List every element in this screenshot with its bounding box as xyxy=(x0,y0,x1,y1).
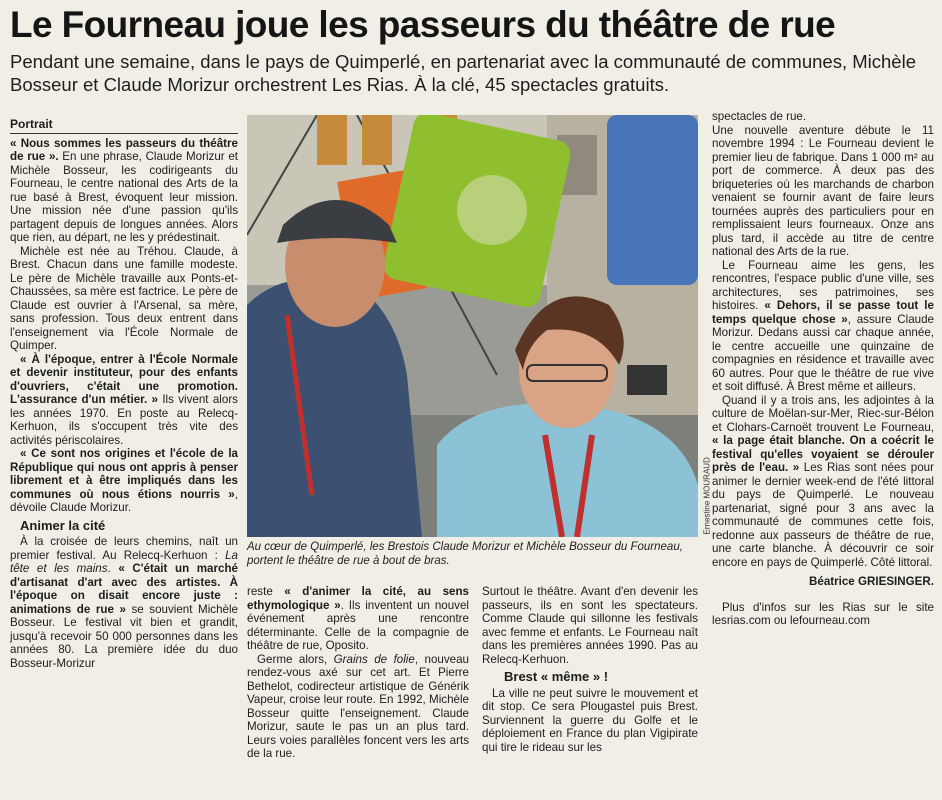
paragraph xyxy=(10,353,238,448)
quote: « À l'époque, entrer à l'École Normale et devenir instituteur, pour des enfants d'ouvriers, c'était une promotion. L'assurance d'un métier. » xyxy=(10,352,238,406)
text: Germe alors, xyxy=(257,652,334,666)
credit-text: Ernestine MOURAUD xyxy=(702,457,712,535)
text: Le Fourneau aime les gens, les rencontres, l'espace public d'une ville, ses architectures, ses patrimoines, ses histoires. xyxy=(712,258,934,312)
text: , nouveau rendez-vous axé sur cet art. Et Pierre Bethelot, codirecteur artistique de Générik Vapeur, croise leur route. En 1992, Michèle Bosseur quitte l'enseignement. Claude Morizur, saute le pas un an plus tard. Leurs voies parallèles foncent vers les arts de la rue. xyxy=(247,652,469,760)
quote: « la page était blanche. On a coécrit le festival qu'elles voyaient se dérouler près de l'eau. » xyxy=(712,434,934,474)
byline: Béatrice GRIESINGER. xyxy=(809,575,934,588)
paragraph: Surtout le théâtre. Avant d'en devenir les passeurs, ils en sont les spectateurs. Comme Claude qui sillonne les festivals avec femme et enfants. Le Fourneau naît dans les premières années 1990. Pas au Relecq-Kerhuon. xyxy=(482,585,698,666)
article-photo xyxy=(247,115,698,537)
paragraph xyxy=(247,653,469,761)
subhead: Brest « même » ! xyxy=(504,669,609,684)
quote: « Ce sont nos origines et l'école de la République qui nous ont appris à penser librement et à être impliqués dans les communes où nous étions nourris » xyxy=(10,447,238,501)
photo-caption: Au cœur de Quimperlé, les Brestois Claude Morizur et Michèle Bosseur du Fourneau, portent le théâtre de rue à bout de bras. xyxy=(247,541,683,567)
paragraph: Michèle est née au Tréhou. Claude, à Brest. Chacun dans une famille modeste. Le père de Michèle travaille aux Ponts-et-Chaussées, sa mère est factrice. Le père de Claude est ouvrier à l'Arsenal, sa mère, sans profession. Tous deux entrent dans l'enseignement via l'École Normale de Quimper. xyxy=(10,244,238,352)
paragraph xyxy=(10,447,238,515)
text: , dévoile Claude Morizur. xyxy=(10,487,238,514)
info-line: Plus d'infos sur les Rias sur le site lesrias.com ou lefourneau.com xyxy=(712,600,934,627)
text: reste xyxy=(247,585,285,598)
text: , assure Claude Morizur. Dedans aussi car chaque année, le centre accueille une quinzaine de compagnies en résidence et travaille avec 60 autres. Pour que le théâtre de rue vive et soit diffusé. À Brest même et ailleurs. xyxy=(712,312,934,393)
quote: « C'était un marché d'artisanat d'art avec des artistes. À l'époque on disait encore juste : animations de rue » xyxy=(10,562,238,616)
text: se souvient Michèle Bosseur. Le festival vit bien et grandit, jusqu'à recevoir 50 000 personnes dans les années 80. La première idée du duo Bosseur-Morizur xyxy=(10,602,238,670)
paragraph xyxy=(247,585,469,653)
paragraph: La ville ne peut suivre le mouvement et dit stop. Ce sera Plougastel puis Brest. Surviennent la guerre du Golfe et le déploiement en France du plan Vigipirate qui tire le rideau sur les xyxy=(482,686,698,754)
title-italic: La tête et les mains xyxy=(10,548,238,575)
paragraph xyxy=(10,535,238,670)
text: En une phrase, Claude Morizur et Michèle Bosseur, les codirigeants du Fourneau, le centre national des Arts de la rue basé à Brest, évoquent leur mission. Une mission née d'une passion qu'ils partagent depuis de longues années. Alors que rien, au départ, ne les y prédestinait. xyxy=(10,150,238,244)
quote: « Dehors, il se passe tout le temps quelque chose » xyxy=(712,299,934,326)
rubric-label: Portrait xyxy=(10,118,238,134)
text: Ils vivent alors les années 1970. En poste au Relecq-Kerhuon, ils s'occupent très vite des activités périscolaires. xyxy=(10,393,238,447)
paragraph xyxy=(712,259,934,394)
text: . Ils inventent un nouvel événement après une rencontre déterminante. Celle de la compagnie de théâtre de rue, Oposito. xyxy=(247,598,469,652)
photo-credit xyxy=(702,410,712,540)
text: . xyxy=(107,562,119,575)
column-2 xyxy=(247,585,469,761)
title-italic: Grains de folie xyxy=(333,652,415,666)
paragraph: spectacles de rue. xyxy=(712,110,807,123)
column-4 xyxy=(712,110,934,628)
paragraph xyxy=(10,137,238,245)
text: Les Rias sont nées pour animer le dernier week-end de l'été littoral du pays de Quimperlé. Le nouveau partenariat, signé pour 3 ans avec la communauté de communes cette fois, redonne aux passeurs de théâtre de rue, une carte blanche. À découvrir ce soir encore en pays de Quimperlé. Côté littoral. xyxy=(712,461,934,569)
column-1 xyxy=(10,118,238,670)
column-3 xyxy=(482,585,698,754)
quote: « Nous sommes les passeurs du théâtre de rue ». xyxy=(10,136,238,163)
subhead: Animer la cité xyxy=(20,517,106,533)
paragraph xyxy=(712,394,934,570)
text: Quand il y a trois ans, les adjointes à la culture de Moëlan-sur-Mer, Riec-sur-Bélon et Clohars-Carnoët trouvent Le Fourneau, xyxy=(712,393,934,434)
headline: Le Fourneau joue les passeurs du théâtre de rue xyxy=(10,4,836,45)
standfirst: Pendant une semaine, dans le pays de Quimperlé, en partenariat avec la communauté de communes, Michèle Bosseur et Claude Morizur orchestrent Les Rias. À la clé, 45 spectacles gratuits. xyxy=(10,51,916,95)
paragraph: Une nouvelle aventure débute le 11 novembre 1994 : Le Fourneau devient le premier lieu de fabrique. Dans 1 000 m² au port de commerce. À deux pas des briqueteries où les marchands de charbon venaient se fournir avant de faire leurs tournées auprès des particuliers pour en remplissaient leurs fourneaux. Onze ans plus tard, il accède au titre de centre national des Arts de la rue. xyxy=(712,123,934,258)
photo-illustration xyxy=(247,115,698,537)
text: À la croisée de leurs chemins, naît un premier festival. Au Relecq-Kerhuon : xyxy=(10,535,238,562)
quote: « d'animer la cité, au sens ethymologique » xyxy=(247,585,469,612)
